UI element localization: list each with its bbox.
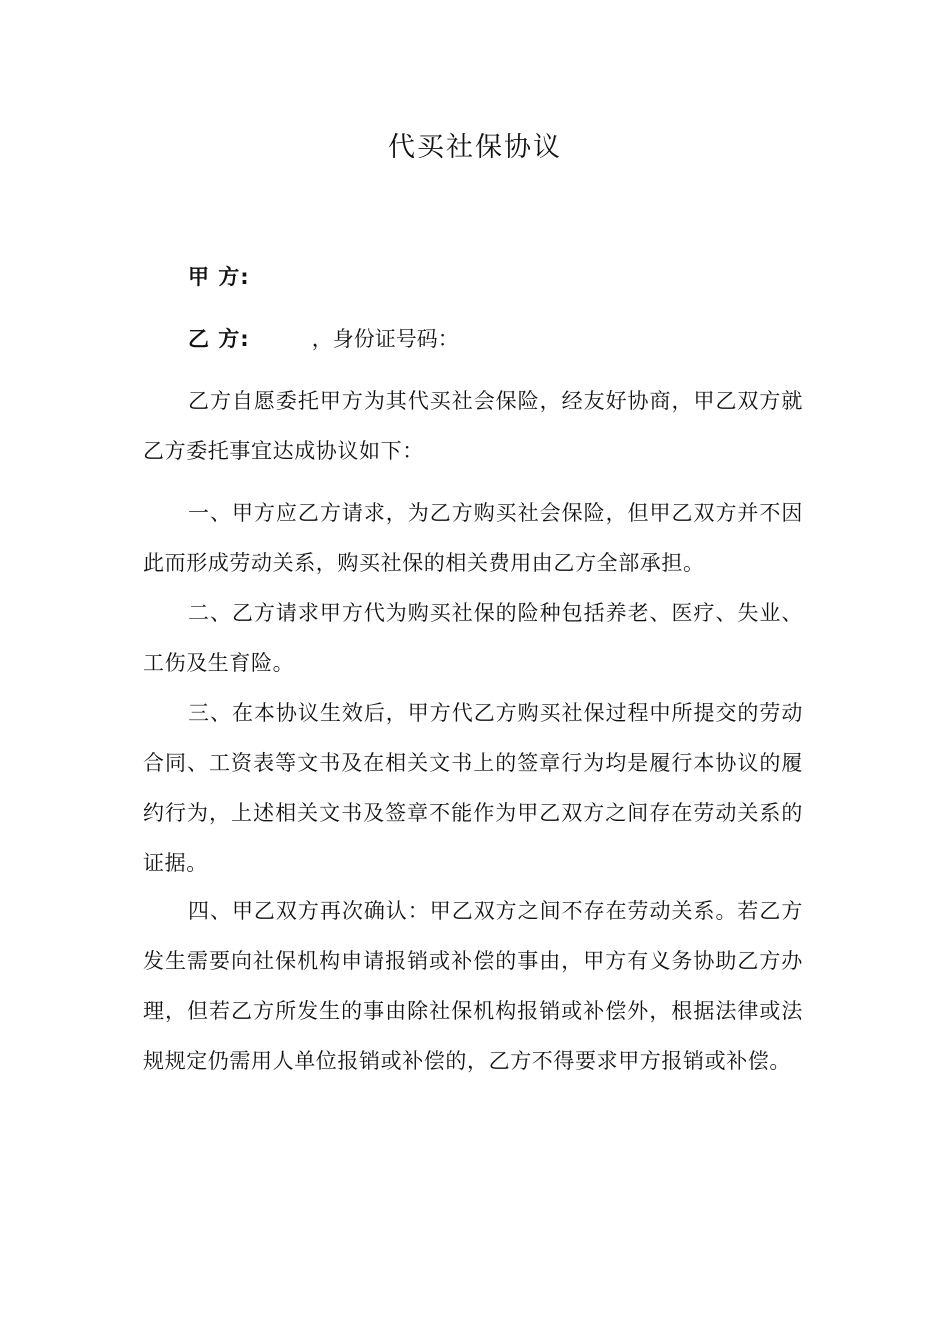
clause-3: 三、在本协议生效后，甲方代乙方购买社保过程中所提交的劳动合同、工资表等文书及在相关文书上的签章行为均是履行本协议的履约行为，上述相关文书及签章不能作为甲乙双方之间存在劳动关系的证据。 <box>143 701 803 875</box>
clause-2: 二、乙方请求甲方代为购买社保的险种包括养老、医疗、失业、工伤及生育险。 <box>143 601 803 675</box>
party-b-line <box>188 324 459 354</box>
intro-paragraph: 乙方自愿委托甲方为其代买社会保险，经友好协商，甲乙双方就乙方委托事宜达成协议如下： <box>143 389 803 463</box>
clause-4: 四、甲乙双方再次确认：甲乙双方之间不存在劳动关系。若乙方发生需要向社保机构申请报销或补偿的事由，甲方有义务协助乙方办理，但若乙方所发生的事由除社保机构报销或补偿外，根据法律或法规规定仍需用人单位报销或补偿的，乙方不得要求甲方报销或补偿。 <box>143 899 803 1073</box>
clause-1: 一、甲方应乙方请求，为乙方购买社会保险，但甲乙双方并不因此而形成劳动关系，购买社保的相关费用由乙方全部承担。 <box>143 501 803 575</box>
party-b-id-label: ，身份证号码： <box>311 327 459 351</box>
party-a-line <box>188 262 250 292</box>
party-b-label: 乙 方: <box>188 327 250 351</box>
document-title: 代买社保协议 <box>388 132 562 163</box>
party-a-label: 甲 方: <box>188 265 250 289</box>
